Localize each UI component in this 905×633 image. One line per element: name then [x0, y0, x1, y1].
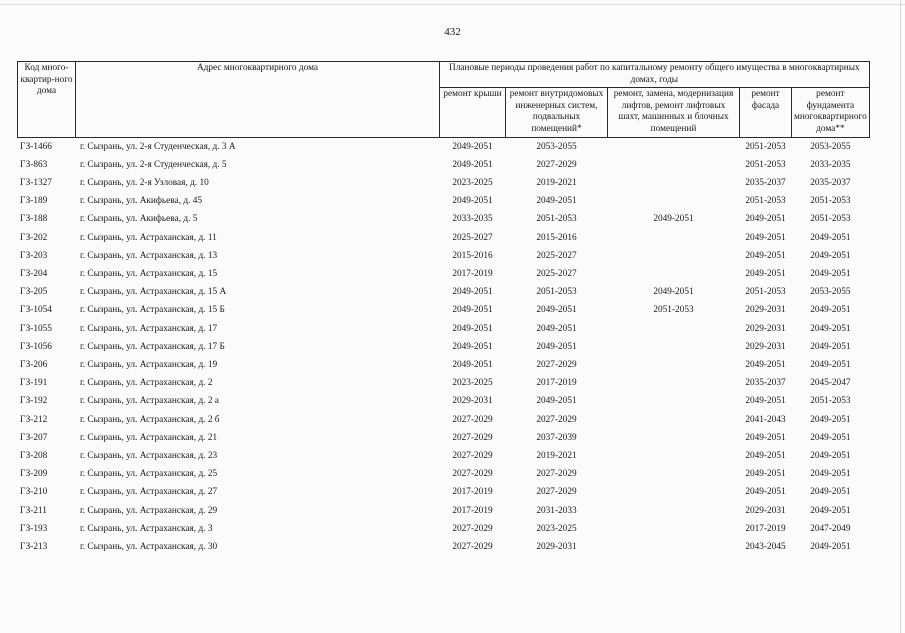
- cell-roof: 2049-2051: [452, 196, 493, 207]
- cell-foundation: 2035-2037: [810, 177, 851, 188]
- cell-code: ГЗ-202: [20, 232, 48, 243]
- capital-repair-table: [17, 61, 870, 556]
- cell-systems: 2015-2016: [536, 232, 577, 243]
- cell-lifts: [608, 502, 740, 520]
- cell-code: ГЗ-211: [20, 505, 47, 516]
- cell-foundation: 2049-2051: [810, 268, 851, 279]
- cell-code: ГЗ-189: [20, 196, 48, 207]
- cell-code: ГЗ-191: [20, 378, 48, 389]
- table-row: [18, 174, 870, 192]
- cell-systems: 2027-2029: [536, 159, 577, 170]
- cell-systems: 2053-2055: [536, 141, 577, 152]
- cell-facade: 2029-2031: [745, 305, 786, 316]
- cell-systems: 2027-2029: [536, 487, 577, 498]
- table-row: [18, 229, 870, 247]
- cell-facade: 2051-2053: [745, 196, 786, 207]
- cell-lifts: [608, 538, 740, 556]
- cell-systems: 2019-2021: [536, 451, 577, 462]
- cell-foundation: 2049-2051: [810, 451, 851, 462]
- cell-lifts: [608, 483, 740, 501]
- cell-code: ГЗ-209: [20, 469, 48, 480]
- cell-foundation: 2053-2055: [810, 287, 851, 298]
- cell-lifts: 2049-2051: [653, 287, 694, 298]
- table-row: [18, 137, 870, 156]
- cell-address: г. Сызрань, ул. Астраханская, д. 21: [80, 432, 218, 443]
- cell-foundation: 2051-2053: [810, 396, 851, 407]
- cell-lifts: [608, 320, 740, 338]
- cell-lifts: [608, 192, 740, 210]
- cell-systems: 2051-2053: [536, 287, 577, 298]
- cell-address: г. Сызрань, ул. Акифьева, д. 5: [80, 214, 198, 225]
- cell-code: ГЗ-212: [20, 414, 48, 425]
- cell-code: ГЗ-204: [20, 268, 48, 279]
- cell-foundation: 2049-2051: [810, 542, 851, 553]
- cell-address: г. Сызрань, ул. Астраханская, д. 29: [80, 505, 218, 516]
- table-row: [18, 447, 870, 465]
- cell-code: ГЗ-863: [20, 159, 48, 170]
- cell-address: г. Сызрань, ул. Астраханская, д. 15 А: [80, 287, 227, 298]
- cell-roof: 2049-2051: [452, 159, 493, 170]
- cell-facade: 2043-2045: [745, 542, 786, 553]
- table-row: [18, 301, 870, 319]
- cell-code: ГЗ-1466: [20, 141, 52, 152]
- cell-roof: 2017-2019: [452, 487, 493, 498]
- cell-foundation: 2049-2051: [810, 432, 851, 443]
- cell-facade: 2049-2051: [745, 214, 786, 225]
- cell-systems: 2019-2021: [536, 177, 577, 188]
- cell-facade: 2049-2051: [745, 451, 786, 462]
- cell-foundation: 2049-2051: [810, 323, 851, 334]
- cell-roof: 2027-2029: [452, 542, 493, 553]
- cell-roof: 2049-2051: [452, 323, 493, 334]
- table-body: [18, 137, 870, 556]
- table-row: [18, 356, 870, 374]
- cell-address: г. Сызрань, ул. 2-я Узловая, д. 10: [80, 177, 209, 188]
- cell-systems: 2031-2033: [536, 505, 577, 516]
- cell-facade: 2049-2051: [745, 232, 786, 243]
- cell-lifts: [608, 429, 740, 447]
- cell-systems: 2049-2051: [536, 341, 577, 352]
- table-row: [18, 210, 870, 228]
- cell-facade: 2029-2031: [745, 323, 786, 334]
- cell-facade: 2049-2051: [745, 432, 786, 443]
- cell-code: ГЗ-193: [20, 523, 48, 534]
- cell-lifts: [608, 374, 740, 392]
- cell-systems: 2051-2053: [536, 214, 577, 225]
- cell-facade: 2035-2037: [745, 177, 786, 188]
- header-systems: ремонт внутридомовых инженерных систем, подвальных помещений*: [506, 88, 608, 137]
- table-row: [18, 265, 870, 283]
- header-address: Адрес многоквартирного дома: [76, 62, 440, 138]
- cell-foundation: 2049-2051: [810, 487, 851, 498]
- table-row: [18, 192, 870, 210]
- cell-lifts: [608, 520, 740, 538]
- table-row: [18, 374, 870, 392]
- header-foundation: ремонт фундамента многоквартирного дома**: [792, 88, 870, 137]
- cell-lifts: [608, 265, 740, 283]
- cell-facade: 2041-2043: [745, 414, 786, 425]
- cell-address: г. Сызрань, ул. Астраханская, д. 15: [80, 268, 218, 279]
- table-row: [18, 465, 870, 483]
- cell-address: г. Сызрань, ул. Астраханская, д. 2 а: [80, 396, 219, 407]
- scan-edge-top: [0, 4, 905, 5]
- cell-lifts: [608, 174, 740, 192]
- cell-foundation: 2049-2051: [810, 341, 851, 352]
- table-row: [18, 411, 870, 429]
- cell-roof: 2049-2051: [452, 287, 493, 298]
- table-row: [18, 429, 870, 447]
- cell-code: ГЗ-1055: [20, 323, 52, 334]
- cell-address: г. Сызрань, ул. Астраханская, д. 23: [80, 451, 218, 462]
- cell-foundation: 2051-2053: [810, 214, 851, 225]
- cell-roof: 2049-2051: [452, 360, 493, 370]
- cell-lifts: 2049-2051: [653, 214, 694, 225]
- cell-foundation: 2049-2051: [810, 250, 851, 261]
- cell-roof: 2049-2051: [452, 341, 493, 352]
- cell-facade: 2051-2053: [745, 141, 786, 152]
- cell-facade: 2029-2031: [745, 505, 786, 516]
- header-periods-group: Плановые периоды проведения работ по капитальному ремонту общего имущества в многоквартирных домах, годы: [440, 62, 870, 88]
- cell-code: ГЗ-188: [20, 214, 48, 225]
- cell-systems: 2017-2019: [536, 378, 577, 389]
- cell-systems: 2049-2051: [536, 305, 577, 316]
- page-number: 432: [444, 26, 461, 38]
- cell-foundation: 2049-2051: [810, 360, 851, 370]
- cell-lifts: [608, 447, 740, 465]
- cell-roof: 2027-2029: [452, 523, 493, 534]
- scan-edge-right: [900, 0, 901, 633]
- cell-code: ГЗ-203: [20, 250, 48, 261]
- cell-systems: 2029-2031: [536, 542, 577, 553]
- cell-foundation: 2053-2055: [810, 141, 851, 152]
- cell-address: г. Сызрань, ул. Астраханская, д. 27: [80, 487, 218, 498]
- cell-lifts: [608, 392, 740, 410]
- header-facade: ремонт фасада: [740, 88, 792, 137]
- cell-roof: 2049-2051: [452, 141, 493, 152]
- cell-facade: 2049-2051: [745, 250, 786, 261]
- cell-systems: 2049-2051: [536, 323, 577, 334]
- cell-facade: 2049-2051: [745, 268, 786, 279]
- header-code: Код много-квартир-ного дома: [18, 62, 76, 138]
- cell-systems: 2025-2027: [536, 250, 577, 261]
- table-row: [18, 520, 870, 538]
- cell-systems: 2023-2025: [536, 523, 577, 534]
- cell-roof: 2025-2027: [452, 232, 493, 243]
- cell-address: г. Сызрань, ул. Астраханская, д. 25: [80, 469, 218, 480]
- cell-code: ГЗ-205: [20, 287, 48, 298]
- table-row: [18, 502, 870, 520]
- cell-roof: 2015-2016: [452, 250, 493, 261]
- header-lifts: ремонт, замена, модернизация лифтов, ремонт лифтовых шахт, машинных и блочных помещений: [608, 88, 740, 137]
- cell-facade: 2017-2019: [745, 523, 786, 534]
- cell-code: ГЗ-207: [20, 432, 48, 443]
- cell-foundation: 2033-2035: [810, 159, 851, 170]
- table-row: [18, 392, 870, 410]
- cell-facade: 2049-2051: [745, 469, 786, 480]
- cell-address: г. Сызрань, ул. Астраханская, д. 13: [80, 250, 218, 261]
- table-row: [18, 283, 870, 301]
- table-row: [18, 538, 870, 556]
- header-roof: ремонт крыши: [440, 88, 506, 137]
- cell-foundation: 2049-2051: [810, 414, 851, 425]
- cell-foundation: 2049-2051: [810, 505, 851, 516]
- table-row: [18, 483, 870, 501]
- cell-lifts: [608, 137, 740, 156]
- cell-code: ГЗ-206: [20, 360, 48, 370]
- cell-roof: 2027-2029: [452, 432, 493, 443]
- cell-lifts: [608, 356, 740, 374]
- cell-facade: 2035-2037: [745, 378, 786, 389]
- cell-facade: 2051-2053: [745, 159, 786, 170]
- cell-lifts: [608, 338, 740, 356]
- cell-systems: 2027-2029: [536, 360, 577, 370]
- cell-systems: 2027-2029: [536, 414, 577, 425]
- table-row: [18, 320, 870, 338]
- cell-foundation: 2049-2051: [810, 305, 851, 316]
- cell-lifts: [608, 411, 740, 429]
- cell-foundation: 2049-2051: [810, 469, 851, 480]
- cell-facade: 2049-2051: [745, 487, 786, 498]
- cell-roof: 2027-2029: [452, 414, 493, 425]
- cell-address: г. Сызрань, ул. Акифьева, д. 45: [80, 196, 203, 207]
- cell-address: г. Сызрань, ул. Астраханская, д. 17 Б: [80, 341, 225, 352]
- cell-address: г. Сызрань, ул. 2-я Студенческая, д. 5: [80, 159, 227, 170]
- table-header: [18, 62, 870, 138]
- cell-systems: 2025-2027: [536, 268, 577, 279]
- cell-lifts: [608, 247, 740, 265]
- cell-systems: 2027-2029: [536, 469, 577, 480]
- cell-roof: 2049-2051: [452, 305, 493, 316]
- cell-address: г. Сызрань, ул. Астраханская, д. 19: [80, 360, 218, 370]
- cell-address: г. Сызрань, ул. Астраханская, д. 15 Б: [80, 305, 225, 316]
- cell-address: г. Сызрань, ул. Астраханская, д. 30: [80, 542, 218, 553]
- table-row: [18, 338, 870, 356]
- cell-address: г. Сызрань, ул. 2-я Студенческая, д. 3 А: [80, 141, 236, 152]
- cell-roof: 2033-2035: [452, 214, 493, 225]
- cell-roof: 2027-2029: [452, 451, 493, 462]
- cell-address: г. Сызрань, ул. Астраханская, д. 2 б: [80, 414, 220, 425]
- table-row: [18, 247, 870, 265]
- cell-roof: 2017-2019: [452, 268, 493, 279]
- cell-lifts: [608, 465, 740, 483]
- cell-facade: 2029-2031: [745, 341, 786, 352]
- cell-roof: 2027-2029: [452, 469, 493, 480]
- cell-address: г. Сызрань, ул. Астраханская, д. 3: [80, 523, 213, 534]
- cell-code: ГЗ-1054: [20, 305, 52, 316]
- cell-roof: 2017-2019: [452, 505, 493, 516]
- cell-facade: 2049-2051: [745, 396, 786, 407]
- cell-lifts: [608, 229, 740, 247]
- cell-address: г. Сызрань, ул. Астраханская, д. 11: [80, 232, 217, 243]
- cell-code: ГЗ-1327: [20, 177, 52, 188]
- cell-address: г. Сызрань, ул. Астраханская, д. 17: [80, 323, 218, 334]
- cell-systems: 2049-2051: [536, 196, 577, 207]
- cell-systems: 2049-2051: [536, 396, 577, 407]
- cell-foundation: 2051-2053: [810, 196, 851, 207]
- cell-code: ГЗ-208: [20, 451, 48, 462]
- cell-foundation: 2045-2047: [810, 378, 851, 389]
- cell-code: ГЗ-210: [20, 487, 48, 498]
- cell-facade: 2051-2053: [745, 287, 786, 298]
- cell-foundation: 2047-2049: [810, 523, 851, 534]
- cell-roof: 2029-2031: [452, 396, 493, 407]
- cell-code: ГЗ-1056: [20, 341, 52, 352]
- cell-address: г. Сызрань, ул. Астраханская, д. 2: [80, 378, 213, 389]
- cell-facade: 2049-2051: [745, 360, 786, 370]
- cell-systems: 2037-2039: [536, 432, 577, 443]
- cell-lifts: [608, 156, 740, 174]
- cell-code: ГЗ-213: [20, 542, 48, 553]
- cell-foundation: 2049-2051: [810, 232, 851, 243]
- cell-roof: 2023-2025: [452, 177, 493, 188]
- table-row: [18, 156, 870, 174]
- cell-code: ГЗ-192: [20, 396, 48, 407]
- cell-lifts: 2051-2053: [653, 305, 694, 316]
- cell-roof: 2023-2025: [452, 378, 493, 389]
